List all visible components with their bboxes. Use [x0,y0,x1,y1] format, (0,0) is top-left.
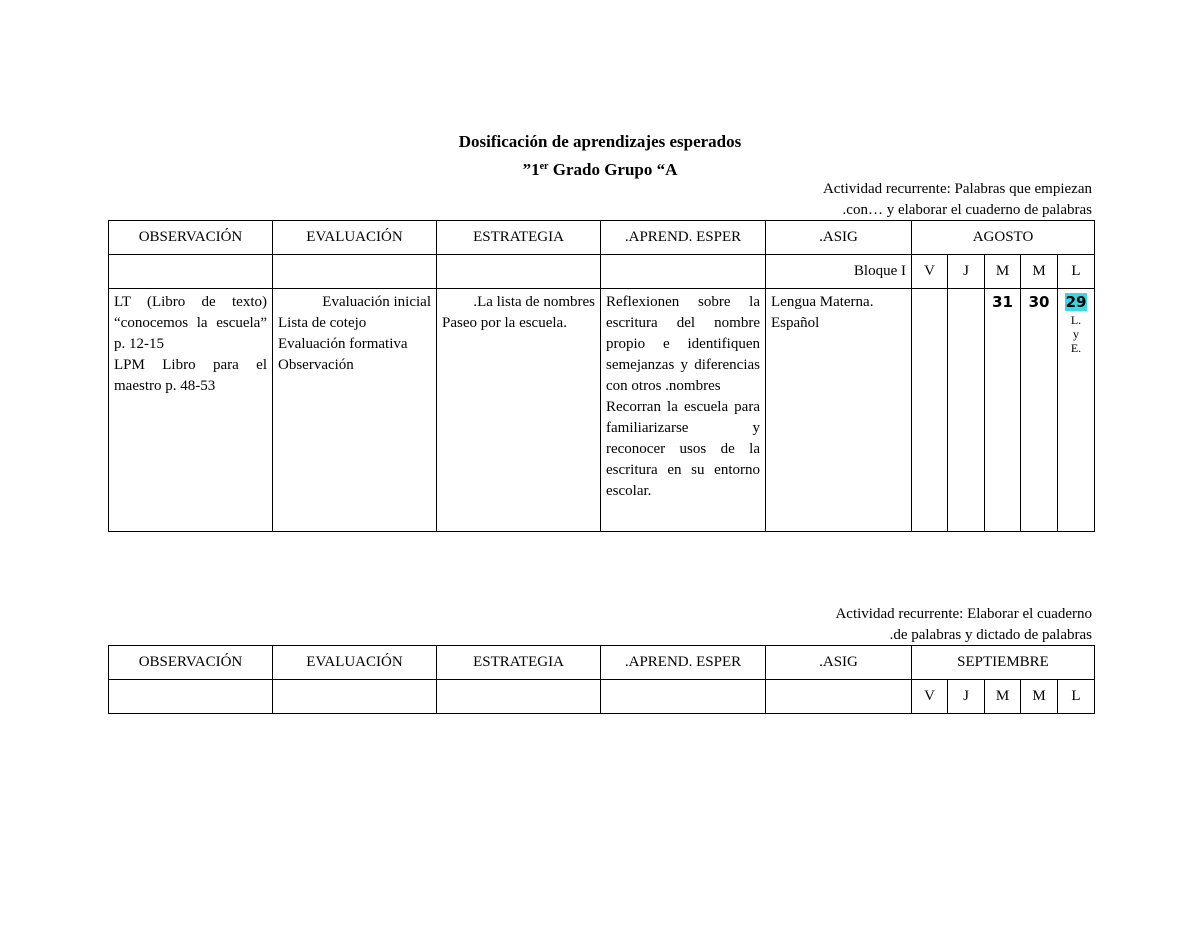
day-header: L [1058,680,1095,714]
date-cell: 30 [1021,289,1058,532]
plan-table-september [108,645,1095,714]
day-header: J [948,255,985,289]
header-month: SEPTIEMBRE [912,646,1095,680]
header-aprendizajes: .APREND. ESPER [601,646,766,680]
header-evaluacion: EVALUACIÓN [273,221,437,255]
cell-aprendizaje: Reflexionen sobre la escritura del nombre propio e identifiquen semejanzas y diferencias con otros .nombres Recorran la escuela para familiarizarse y reconocer usos de la escritura en su entorno escolar. [601,289,766,532]
day-header: M [1021,255,1058,289]
header-asignatura: .ASIG [766,646,912,680]
recurring-activity-note-2: Actividad recurrente: Elaborar el cuaderno .de palabras y dictado de palabras [835,606,1092,643]
day-header: M [985,255,1021,289]
document-subtitle: ”1er Grado Grupo “A [522,160,678,179]
date-cell-highlighted: 29 L. y E. [1058,289,1095,532]
recurring-activity-note-1: Actividad recurrente: Palabras que empiezan .con… y elaborar el cuaderno de palabras [822,181,1092,218]
plan-table-august [108,220,1095,532]
header-estrategia: ESTRATEGIA [437,221,601,255]
header-evaluacion: EVALUACIÓN [273,646,437,680]
day-header: V [912,680,948,714]
day-header: J [948,680,985,714]
header-asignatura: .ASIG [766,221,912,255]
cell-asignatura: Lengua Materna. Español [766,289,912,532]
day-header: V [912,255,948,289]
cell-evaluacion: Evaluación inicial Lista de cotejo Evaluación formativa Observación [273,289,437,532]
day-header: M [985,680,1021,714]
header-aprendizajes: .APREND. ESPER [601,221,766,255]
day-header: M [1021,680,1058,714]
document-title: Dosificación de aprendizajes esperados [458,132,742,151]
header-estrategia: ESTRATEGIA [437,646,601,680]
cell-estrategia: .La lista de nombres Paseo por la escuela. [437,289,601,532]
cell-observacion: LT (Libro de texto) “conocemos la escuela” p. 12-15 LPM Libro para el maestro p. 48-53 [109,289,273,532]
bloque-label: Bloque I [766,255,912,289]
header-observacion: OBSERVACIÓN [109,646,273,680]
header-observacion: OBSERVACIÓN [109,221,273,255]
header-month: AGOSTO [912,221,1095,255]
date-cell: 31 [985,289,1021,532]
day-header: L [1058,255,1095,289]
